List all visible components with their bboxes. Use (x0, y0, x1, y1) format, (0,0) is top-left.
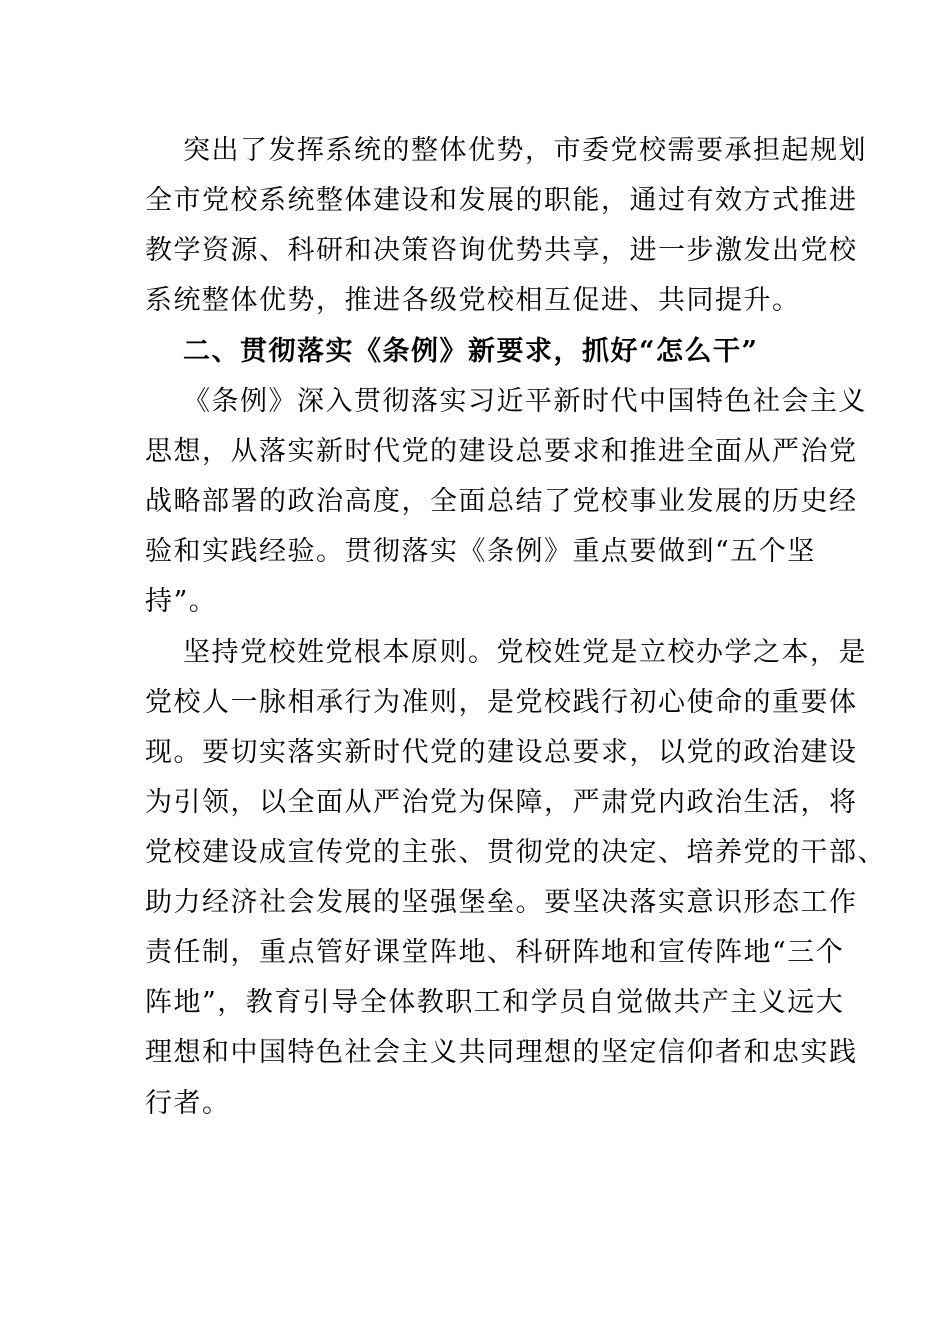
paragraph-1-line-4: 系统整体优势，推进各级党校相互促进、共同提升。 (145, 285, 801, 316)
paragraph-3-line-1: 坚持党校姓党根本原则。党校姓党是立校办学之本，是 (183, 637, 867, 668)
paragraph-3-line-10: 行者。 (145, 1088, 231, 1119)
section-heading: 二、贯彻落实《条例》新要求，抓好“怎么干” (183, 336, 759, 367)
paragraph-2-line-4: 验和实践经验。贯彻落实《条例》重点要做到“五个坚 (145, 536, 816, 567)
paragraph-3-line-8: 阵地”，教育引导全体教职工和学员自觉做共产主义远大 (145, 987, 845, 1018)
paragraph-2-line-2: 思想，从落实新时代党的建设总要求和推进全面从严治党 (145, 436, 858, 467)
paragraph-1-line-2: 全市党校系统整体建设和发展的职能，通过有效方式推进 (145, 185, 858, 216)
paragraph-3-line-4: 为引领，以全面从严治党为保障，严肃党内政治生活，将 (145, 787, 858, 818)
paragraph-3-line-5: 党校建设成宣传党的主张、贯彻党的决定、培养党的干部、 (145, 837, 886, 868)
paragraph-1-line-1: 突出了发挥系统的整体优势，市委党校需要承担起规划 (183, 135, 867, 166)
paragraph-3-line-2: 党校人一脉相承行为准则，是党校践行初心使命的重要体 (145, 687, 858, 718)
paragraph-3-line-3: 现。要切实落实新时代党的建设总要求，以党的政治建设 (145, 737, 858, 768)
paragraph-3-line-9: 理想和中国特色社会主义共同理想的坚定信仰者和忠实践 (145, 1037, 858, 1068)
paragraph-3-line-7: 责任制，重点管好课堂阵地、科研阵地和宣传阵地“三个 (145, 937, 845, 968)
paragraph-1-line-3: 教学资源、科研和决策咨询优势共享，进一步激发出党校 (145, 235, 858, 266)
paragraph-2-line-3: 战略部署的政治高度，全面总结了党校事业发展的历史经 (145, 486, 858, 517)
paragraph-2-line-5: 持”。 (145, 586, 218, 617)
paragraph-3-line-6: 助力经济社会发展的坚强堡垒。要坚决落实意识形态工作 (145, 887, 858, 918)
paragraph-2-line-1: 《条例》深入贯彻落实习近平新时代中国特色社会主义 (183, 386, 867, 417)
